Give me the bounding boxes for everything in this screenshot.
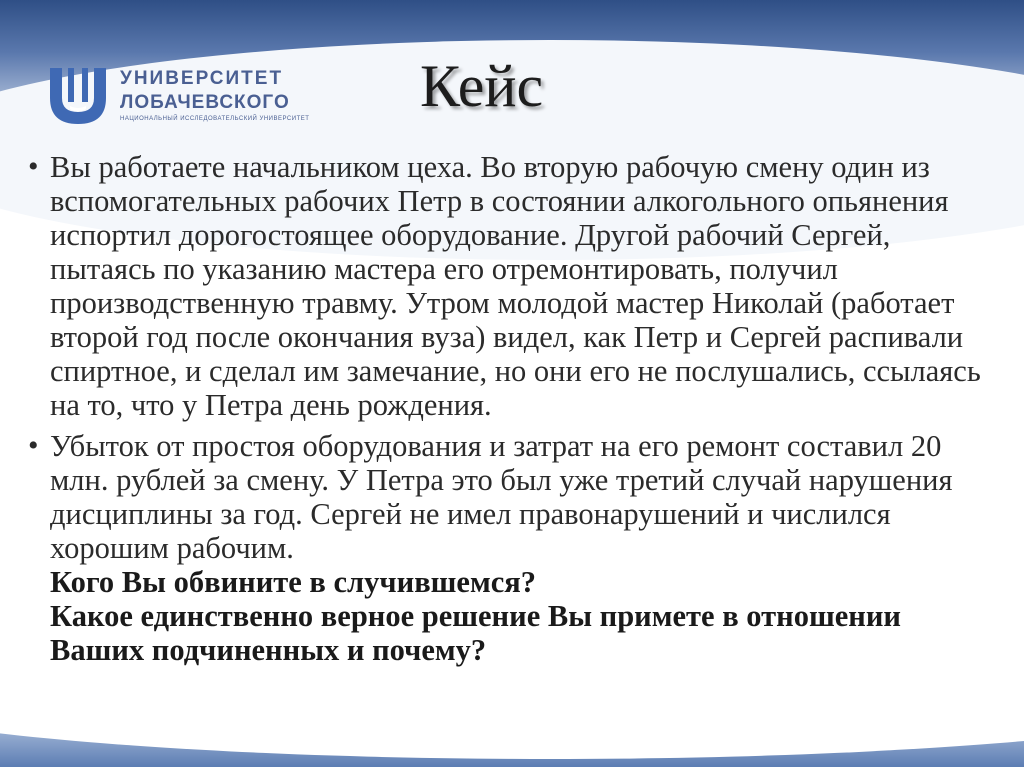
slide-content — [28, 150, 988, 674]
logo-title-line1: УНИВЕРСИТЕТ — [120, 68, 284, 89]
logo-subtitle: НАЦИОНАЛЬНЫЙ ИССЛЕДОВАТЕЛЬСКИЙ УНИВЕРСИТЕТ — [120, 116, 310, 122]
question-decision: Какое единственно верное решение Вы примете в отношении Ваших подчиненных и почему? — [50, 599, 901, 667]
bullet-text: Вы работаете начальником цеха. Во вторую рабочую смену один из вспомогательных рабочих Петр в состоянии алкогольного опьянения испортил дорогостоящее оборудование. Другой рабочий Сергей, пытаясь по указанию мастера его отремонтировать, получил производственную травму. Утром молодой мастер Николай (работает второй год после окончания вуза) видел, как Петр и Сергей распивали спиртное, и сделал им замечание, но они его не послушались, ссылаясь на то, что у Петра день рождения. — [50, 150, 981, 422]
bullet-marker: • — [28, 429, 39, 462]
university-logo — [46, 62, 346, 132]
bullet-item-1 — [28, 150, 988, 422]
bullet-item-2 — [28, 429, 988, 667]
logo-title-line2: ЛОБАЧЕВСКОГО — [120, 92, 290, 113]
slide-title: Кейс — [420, 53, 544, 119]
bullet-marker: • — [28, 150, 39, 183]
question-who-to-blame: Кого Вы обвините в случившемся? — [50, 565, 537, 599]
university-u-logo-icon — [46, 62, 110, 126]
bullet-text: Убыток от простоя оборудования и затрат на его ремонт составил 20 млн. рублей за смену. У Петра это был уже третий случай нарушения дисциплины за год. Сергей не имел правонарушений и числился хорошим рабочим. — [50, 429, 953, 565]
